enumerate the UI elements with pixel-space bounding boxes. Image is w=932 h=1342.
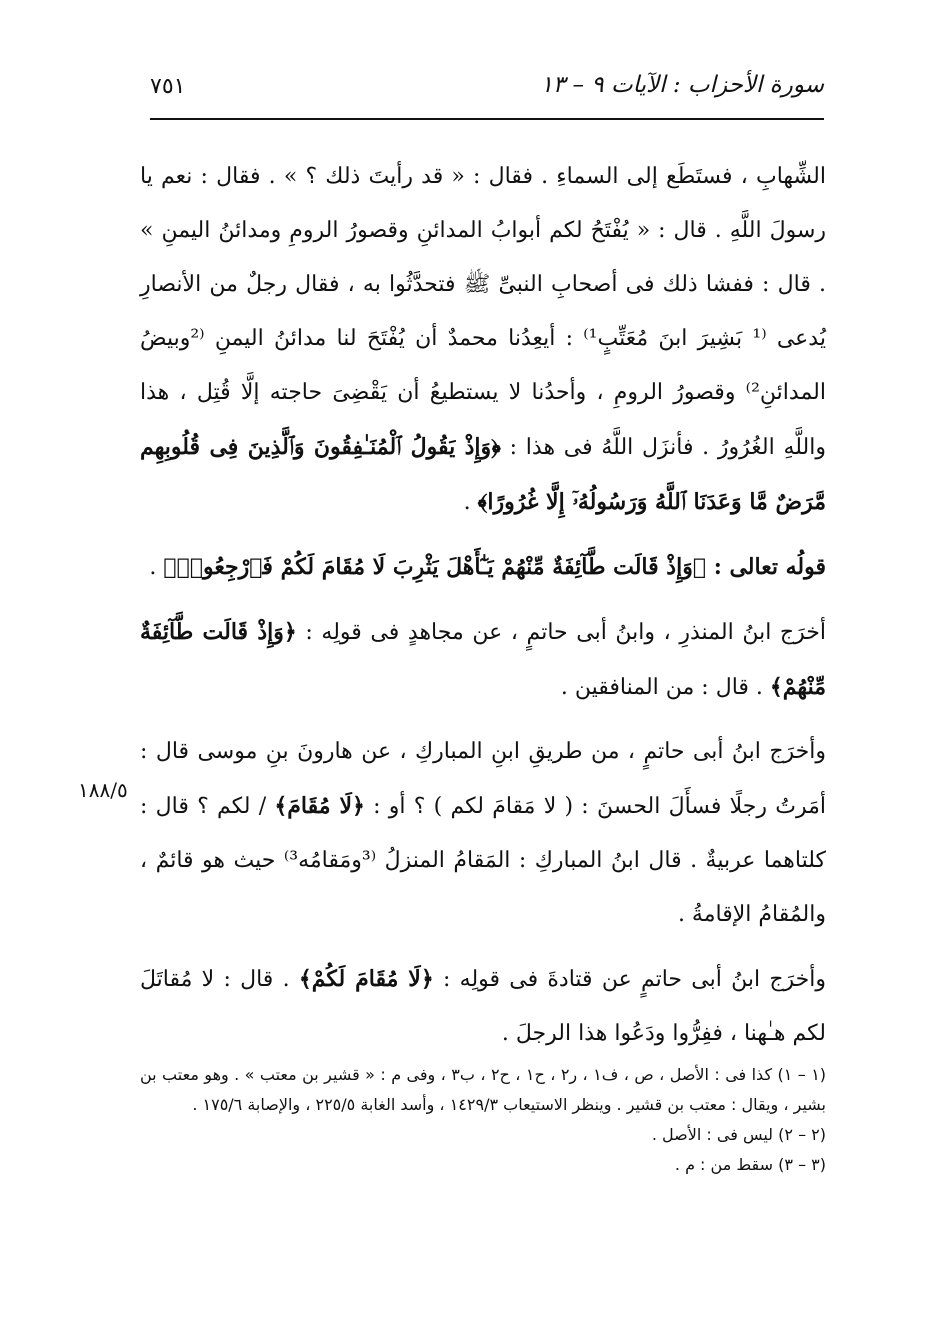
text-segment: أخرَج ابنُ المنذرِ ، وابنُ أبى حاتمٍ ، عن مجاهدٍ فى قولِه : bbox=[296, 620, 826, 645]
paragraph bbox=[140, 725, 826, 942]
text-segment: . قال : من المنافقين . bbox=[560, 675, 770, 700]
text-segment: / لكم ؟ قال : كلتاهما عربيةٌ . قال ابنُ المباركِ : المَقامُ المنزلُ ⁽³ومَقامُه³⁾ حيث هو قائمٌ ، والمُقامُ الإقامةُ . bbox=[140, 794, 826, 927]
footnote-3: (٣ – ٣) سقط من : م . bbox=[674, 1155, 826, 1174]
header-rule bbox=[150, 118, 824, 120]
footnotes bbox=[140, 1060, 826, 1180]
text-segment: الشِّهابِ ، فستَطَع إلى السماءِ . فقال : « قد رأيتَ ذلك ؟ » . فقال : نعم يا رسولَ اللَّهِ . قال : « يُفْتَحُ لكم أبوابُ المدائنِ وقصورُ الرومِ ومدائنُ اليمنِ » . قال : ففشا ذلك فى أصحابِ النبىِّ ﷺ فتحدَّثُوا به ، فقال رجلٌ من الأنصارِ يُدعى ⁽¹ بَشِيرَ ابنَ مُعَتِّبٍ¹⁾ : أيعِدُنا محمدٌ أن يُفْتَحَ لنا مدائنُ اليمنِ ⁽²وبيضُ المدائنِ²⁾ وقصورُ الرومِ ، وأحدُنا لا يستطيعُ أن يَقْضِىَ حاجته إلَّا قُتِل ، هذا واللَّهِ الغُرُورُ . فأنزَل اللَّهُ فى هذا : bbox=[140, 164, 826, 460]
paragraph bbox=[140, 150, 826, 530]
running-title: سورة الأحزاب : الآيات ٩ – ١٣ bbox=[540, 72, 824, 98]
footnote-2: (٢ – ٢) ليس فى : الأصل . bbox=[651, 1125, 826, 1144]
text-segment: . bbox=[463, 490, 478, 515]
text-segment: . bbox=[149, 555, 164, 580]
margin-volume-page-reference: ١٨٨/٥ bbox=[78, 778, 128, 802]
quran-verse: ﴿وَإِذْ يَقُولُ ٱلْمُنَـٰفِقُونَ وَٱلَّذِينَ فِى قُلُوبِهِم مَّرَضٌ مَّا وَعَدَنَا ٱللَّهُ وَرَسُولُهُۥٓ إِلَّا غُرُورًا﴾ bbox=[140, 434, 826, 515]
main-text bbox=[140, 150, 826, 1071]
quran-verse: ﴿لَا مُقَامَ لَكُمْ﴾ bbox=[298, 966, 434, 992]
paragraph bbox=[140, 952, 826, 1061]
text-segment: . قال : لا مُقاتَلَ لكم هـٰهنا ، ففِرُّوا ودَعُوا هذا الرجلَ . bbox=[140, 967, 826, 1046]
footnote-1: (١ – ١) كذا فى : الأصل ، ص ، ف١ ، ر٢ ، ح١ ، ح٢ ، ب٣ ، وفى م : « قشير بن معتب » . وهو معتب بن بشير ، ويقال : معتب بن قشير . وينظر الاستيعاب ١٤٢٩/٣ ، وأسد الغابة ٢٢٥/٥ ، والإصابة ١٧٥/٦ . bbox=[140, 1065, 827, 1114]
text-segment: وأخرَج ابنُ أبى حاتمٍ ، من طريقِ ابنِ المباركِ ، عن هارونَ بنِ موسى قال : أمَرتُ رجلًا فسأَلَ الحسنَ : ( لا مَقامَ لكم ) ؟ أو : bbox=[140, 739, 826, 819]
page-number: ٧٥١ bbox=[150, 74, 186, 99]
quran-verse: ﴿وَإِذْ قَالَت طَّآئِفَةٌ مِّنْهُمْ يَـٰٓأَهْلَ يَثْرِبَ لَا مُقَامَ لَكُمْ فَٱرْجِعُوا۟﴾ bbox=[163, 554, 707, 580]
section-heading: قولُه تعالى : bbox=[706, 554, 826, 580]
text-segment: وأخرَج ابنُ أبى حاتمٍ عن قتادةَ فى قولِه : bbox=[433, 967, 827, 992]
quran-verse: ﴿وَإِذْ قَالَت طَّآئِفَةٌ مِّنْهُمْ﴾ bbox=[140, 619, 826, 700]
page-header bbox=[150, 68, 824, 108]
paragraph bbox=[140, 540, 826, 595]
paragraph bbox=[140, 605, 826, 715]
quran-verse: ﴿لَا مُقَامَ﴾ bbox=[274, 793, 365, 819]
